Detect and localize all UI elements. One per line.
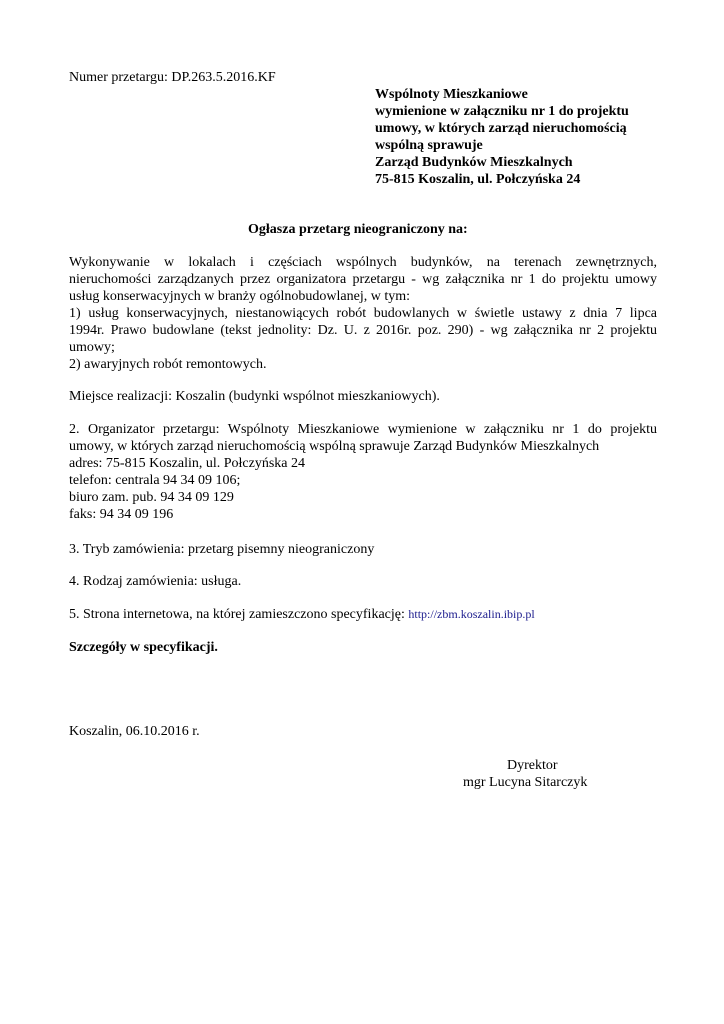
recipient-line: Zarząd Budynków Mieszkalnych	[375, 155, 573, 170]
scope-line: usług konserwacyjnych w branży ogólnobudowlanej, w tym:	[69, 289, 410, 304]
procedure-line: 3. Tryb zamówienia: przetarg pisemny nieograniczony	[69, 542, 375, 557]
recipient-line: 75-815 Koszalin, ul. Połczyńska 24	[375, 172, 581, 187]
location-line: Miejsce realizacji: Koszalin (budynki wspólnot mieszkaniowych).	[69, 389, 440, 404]
organizer-line: umowy, w których zarząd nieruchomością wspólną sprawuje Zarząd Budynków Mieszkalnych	[69, 439, 600, 454]
details-note: Szczegóły w specyfikacji.	[69, 640, 218, 655]
place-date: Koszalin, 06.10.2016 r.	[69, 724, 200, 739]
announcement-title: Ogłasza przetarg nieograniczony na:	[248, 222, 468, 237]
organizer-fax: faks: 94 34 09 196	[69, 507, 174, 522]
order-type-line: 4. Rodzaj zamówienia: usługa.	[69, 574, 242, 589]
recipient-line: Wspólnoty Mieszkaniowe	[375, 87, 528, 102]
scope-line: 2) awaryjnych robót remontowych.	[69, 357, 267, 372]
recipient-line: wymienione w załączniku nr 1 do projektu	[375, 104, 629, 119]
website-label: 5. Strona internetowa, na której zamieszczono specyfikację:	[69, 607, 409, 622]
scope-line: 1) usług konserwacyjnych, niestanowiących robót budowlanych w świetle ustawy z dnia 7 lipca	[69, 306, 657, 321]
organizer-phone: telefon: centrala 94 34 09 106;	[69, 473, 241, 488]
scope-line: Wykonywanie w lokalach i częściach wspólnych budynków, na terenach zewnętrznych,	[69, 255, 657, 270]
recipient-line: umowy, w których zarząd nieruchomością	[375, 121, 627, 136]
recipient-line: wspólną sprawuje	[375, 138, 483, 153]
scope-line: 1994r. Prawo budowlane (tekst jednolity: Dz. U. z 2016r. poz. 290) - wg załącznika nr 2 projektu	[69, 323, 657, 338]
scope-line: nieruchomości zarządzanych przez organizatora przetargu - wg załącznika nr 1 do projektu umowy	[69, 272, 657, 287]
scope-line: umowy;	[69, 340, 115, 355]
website-link[interactable]: http://zbm.koszalin.ibip.pl	[408, 607, 535, 621]
website-line	[69, 606, 535, 623]
organizer-line: 2. Organizator przetargu: Wspólnoty Mieszkaniowe wymienione w załączniku nr 1 do projektu	[69, 422, 657, 437]
tender-number: Numer przetargu: DP.263.5.2016.KF	[69, 70, 276, 85]
signature-title: Dyrektor	[507, 758, 558, 773]
signature-name: mgr Lucyna Sitarczyk	[463, 775, 588, 790]
organizer-address: adres: 75-815 Koszalin, ul. Połczyńska 24	[69, 456, 306, 471]
organizer-office-phone: biuro zam. pub. 94 34 09 129	[69, 490, 234, 505]
